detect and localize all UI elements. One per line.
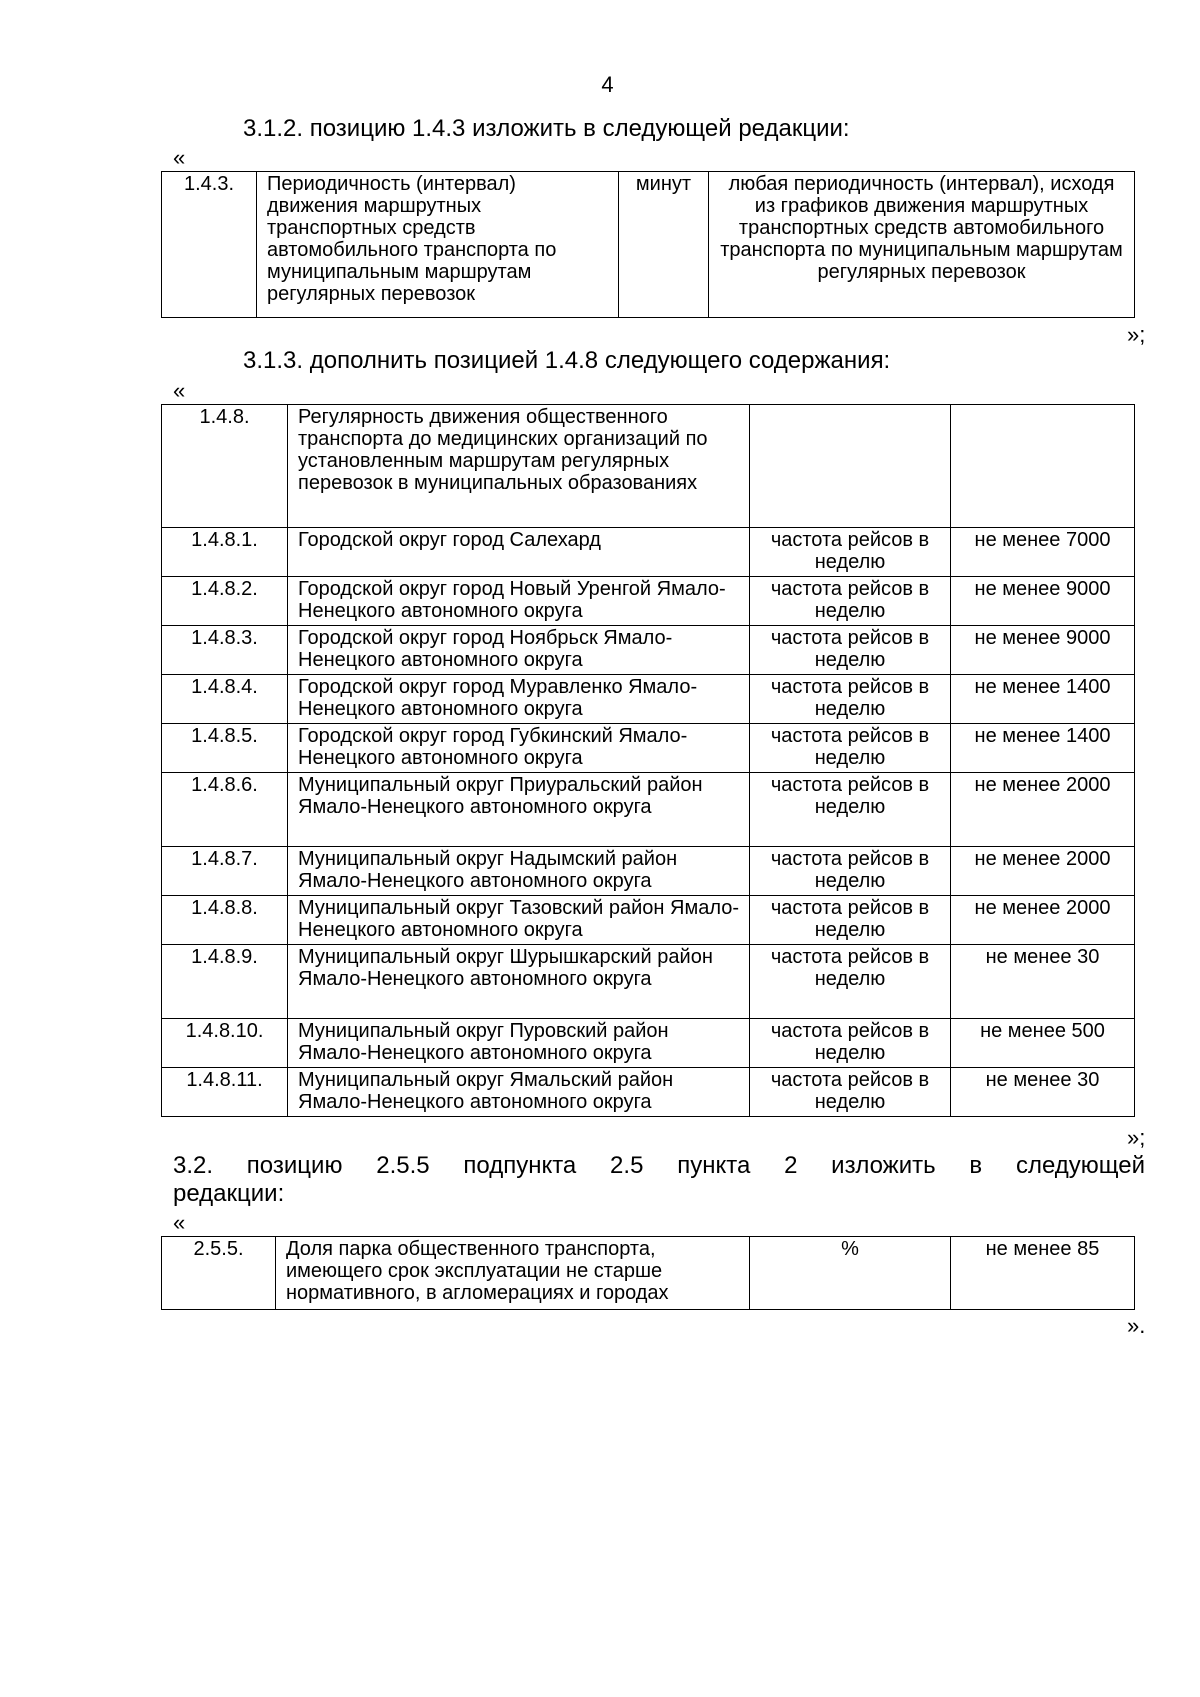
cell-unit: частота рейсов в неделю [750,528,951,577]
cell-name: Городской округ город Муравленко Ямало-Ненецкого автономного округа [288,675,750,724]
cell-name: Муниципальный округ Приуральский район Ямало-Ненецкого автономного округа [288,773,750,847]
cell-unit: частота рейсов в неделю [750,847,951,896]
cell-num: 1.4.8.10. [162,1019,288,1068]
section-heading-3-2-line1: 3.2. позицию 2.5.5 подпункта 2.5 пункта 2 изложить в следующей [173,1152,1145,1179]
table-1-4-3 [161,171,1135,318]
cell-name: Городской округ город Губкинский Ямало-Ненецкого автономного округа [288,724,750,773]
cell-unit: частота рейсов в неделю [750,773,951,847]
cell-value: не менее 30 [951,1068,1135,1117]
table-row [162,896,1135,945]
cell-unit: частота рейсов в неделю [750,577,951,626]
section-heading-3-2-line2: редакции: [173,1180,285,1207]
table-row [162,1019,1135,1068]
cell-unit: % [750,1237,951,1310]
table-row [162,945,1135,1019]
cell-num: 2.5.5. [162,1237,276,1310]
cell-unit: частота рейсов в неделю [750,1019,951,1068]
cell-num: 1.4.8.11. [162,1068,288,1117]
cell-value: не менее 1400 [951,675,1135,724]
cell-num: 1.4.8.1. [162,528,288,577]
section-heading-3-1-3: 3.1.3. дополнить позицией 1.4.8 следующего содержания: [243,347,891,374]
cell-value: не менее 500 [951,1019,1135,1068]
cell-unit: частота рейсов в неделю [750,675,951,724]
cell-num: 1.4.3. [162,172,257,318]
cell-num: 1.4.8. [162,405,288,528]
open-quote: « [173,378,186,403]
table-row [162,773,1135,847]
cell-value: не менее 2000 [951,896,1135,945]
cell-name: Муниципальный округ Ямальский район Ямало-Ненецкого автономного округа [288,1068,750,1117]
cell-value: не менее 9000 [951,626,1135,675]
cell-num: 1.4.8.4. [162,675,288,724]
cell-value: не менее 2000 [951,847,1135,896]
table-row [162,1068,1135,1117]
cell-unit: частота рейсов в неделю [750,724,951,773]
section-heading-3-1-2: 3.1.2. позицию 1.4.3 изложить в следующей редакции: [243,115,850,142]
cell-name: Муниципальный округ Пуровский район Ямало-Ненецкого автономного округа [288,1019,750,1068]
cell-num: 1.4.8.2. [162,577,288,626]
cell-name: Периодичность (интервал) движения маршрутных транспортных средств автомобильного транспорта по муниципальным маршрутам регулярных перевозок [257,172,619,318]
table-row [162,405,1135,528]
cell-unit: частота рейсов в неделю [750,896,951,945]
cell-value [951,405,1135,528]
cell-name: Городской округ город Новый Уренгой Ямало-Ненецкого автономного округа [288,577,750,626]
page-number: 4 [601,72,614,97]
table-1-4-8 [161,404,1135,1117]
close-quote: »; [1127,1125,1146,1150]
cell-unit: частота рейсов в неделю [750,1068,951,1117]
cell-value: не менее 85 [951,1237,1135,1310]
close-quote: »; [1127,322,1146,347]
cell-num: 1.4.8.3. [162,626,288,675]
cell-name: Регулярность движения общественного транспорта до медицинских организаций по установленным маршрутам регулярных перевозок в муниципальных образованиях [288,405,750,528]
open-quote: « [173,145,186,170]
cell-value: не менее 9000 [951,577,1135,626]
cell-num: 1.4.8.8. [162,896,288,945]
cell-num: 1.4.8.6. [162,773,288,847]
table-row [162,577,1135,626]
cell-value: не менее 1400 [951,724,1135,773]
table-row [162,1237,1135,1310]
cell-name: Муниципальный округ Шурышкарский район Ямало-Ненецкого автономного округа [288,945,750,1019]
cell-name: Городской округ город Салехард [288,528,750,577]
table-row [162,528,1135,577]
cell-name: Муниципальный округ Надымский район Ямало-Ненецкого автономного округа [288,847,750,896]
table-2-5-5 [161,1236,1135,1310]
cell-name: Доля парка общественного транспорта, имеющего срок эксплуатации не старше нормативного, в агломерациях и городах [276,1237,750,1310]
table-row [162,626,1135,675]
table-row [162,172,1135,318]
cell-num: 1.4.8.7. [162,847,288,896]
cell-value: не менее 7000 [951,528,1135,577]
cell-num: 1.4.8.5. [162,724,288,773]
cell-num: 1.4.8.9. [162,945,288,1019]
cell-value: не менее 30 [951,945,1135,1019]
cell-name: Городской округ город Ноябрьск Ямало-Ненецкого автономного округа [288,626,750,675]
cell-value: любая периодичность (интервал), исходя из графиков движения маршрутных транспортных средств автомобильного транспорта по муниципальным маршрутам регулярных перевозок [709,172,1135,318]
table-row [162,847,1135,896]
cell-unit: минут [619,172,709,318]
cell-unit: частота рейсов в неделю [750,626,951,675]
cell-name: Муниципальный округ Тазовский район Ямало-Ненецкого автономного округа [288,896,750,945]
cell-value: не менее 2000 [951,773,1135,847]
table-row [162,675,1135,724]
close-quote: ». [1127,1313,1146,1338]
cell-unit: частота рейсов в неделю [750,945,951,1019]
cell-unit [750,405,951,528]
table-row [162,724,1135,773]
open-quote: « [173,1210,186,1235]
